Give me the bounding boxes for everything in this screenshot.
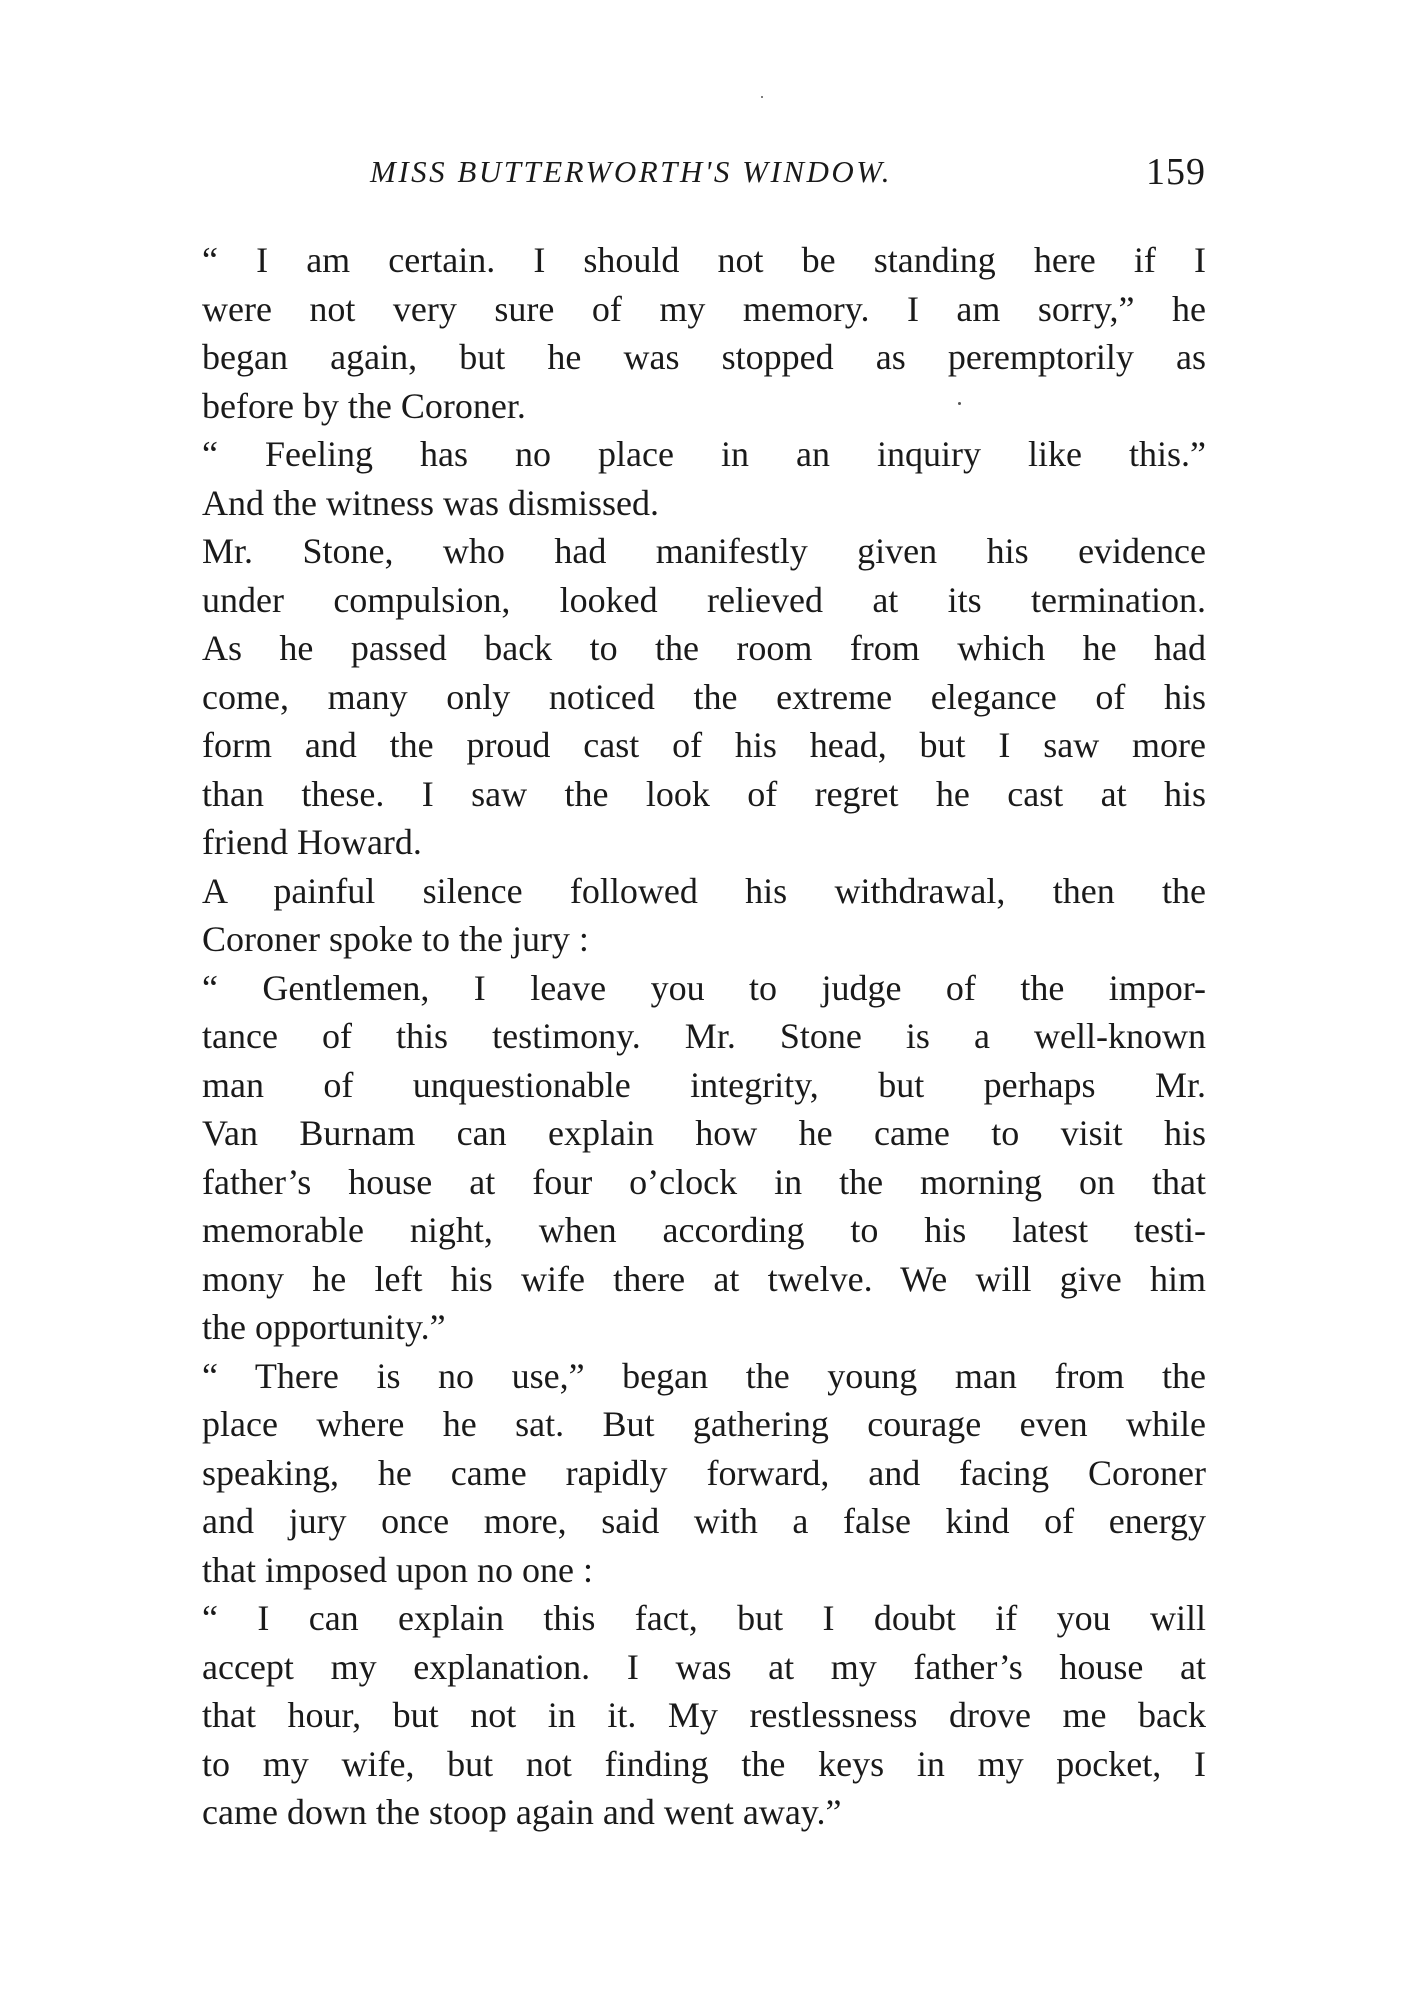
text-line: man of unquestionable integrity, but perhaps Mr. (202, 1064, 1206, 1105)
text-line: than these. I saw the look of regret he cast at his (202, 773, 1206, 814)
paper-speck (761, 96, 763, 98)
text-line: “ There is no use,” began the young man from the (202, 1355, 1206, 1396)
text-line: Mr. Stone, who had manifestly given his evidence (202, 531, 1206, 571)
text-line: that imposed upon no one : (202, 1549, 593, 1590)
text-line: place where he sat. But gathering courage even while (202, 1404, 1206, 1444)
text-line: A painful silence followed his withdrawal, then the (202, 870, 1206, 911)
text-line: tance of this testimony. Mr. Stone is a well-known (202, 1016, 1206, 1056)
text-line: began again, but he was stopped as peremptorily as (202, 337, 1206, 377)
text-line: “ Gentlemen, I leave you to judge of the impor- (202, 967, 1206, 1008)
page-header (200, 150, 1206, 210)
text-line: “ Feeling has no place in an inquiry like this.” (202, 434, 1206, 474)
text-line: “ I am certain. I should not be standing here if I (202, 240, 1206, 280)
paper-speck (958, 402, 961, 405)
text-line: As he passed back to the room from which he had (202, 628, 1206, 668)
text-line: Van Burnam can explain how he came to visit his (202, 1113, 1206, 1153)
body-text (202, 236, 1206, 1837)
text-line: the opportunity.” (202, 1307, 446, 1347)
text-line: mony he left his wife there at twelve. We will give him (202, 1258, 1206, 1299)
text-line: that hour, but not in it. My restlessness drove me back (202, 1695, 1206, 1735)
text-line: before by the Coroner. (202, 385, 526, 426)
text-line: were not very sure of my memory. I am sorry,” he (202, 288, 1206, 329)
text-line: under compulsion, looked relieved at its termination. (202, 579, 1206, 620)
text-line: came down the stoop again and went away.” (202, 1792, 842, 1832)
text-line: father’s house at four o’clock in the morning on that (202, 1161, 1206, 1202)
page-number: 159 (1146, 151, 1206, 193)
text-line: friend Howard. (202, 822, 422, 862)
text-line: And the witness was dismissed. (202, 482, 659, 523)
text-line: and jury once more, said with a false kind of energy (202, 1501, 1206, 1541)
text-line: speaking, he came rapidly forward, and facing Coroner (202, 1452, 1206, 1493)
text-line: to my wife, but not finding the keys in my pocket, I (202, 1743, 1206, 1784)
text-line: form and the proud cast of his head, but I saw more (202, 725, 1206, 765)
text-line: come, many only noticed the extreme elegance of his (202, 676, 1206, 717)
running-title: MISS BUTTERWORTH'S WINDOW. (370, 154, 892, 189)
text-line: Coroner spoke to the jury : (202, 919, 589, 959)
text-line: accept my explanation. I was at my father’s house at (202, 1646, 1206, 1687)
text-line: memorable night, when according to his latest testi- (202, 1210, 1206, 1250)
text-line: “ I can explain this fact, but I doubt if you will (202, 1598, 1206, 1638)
